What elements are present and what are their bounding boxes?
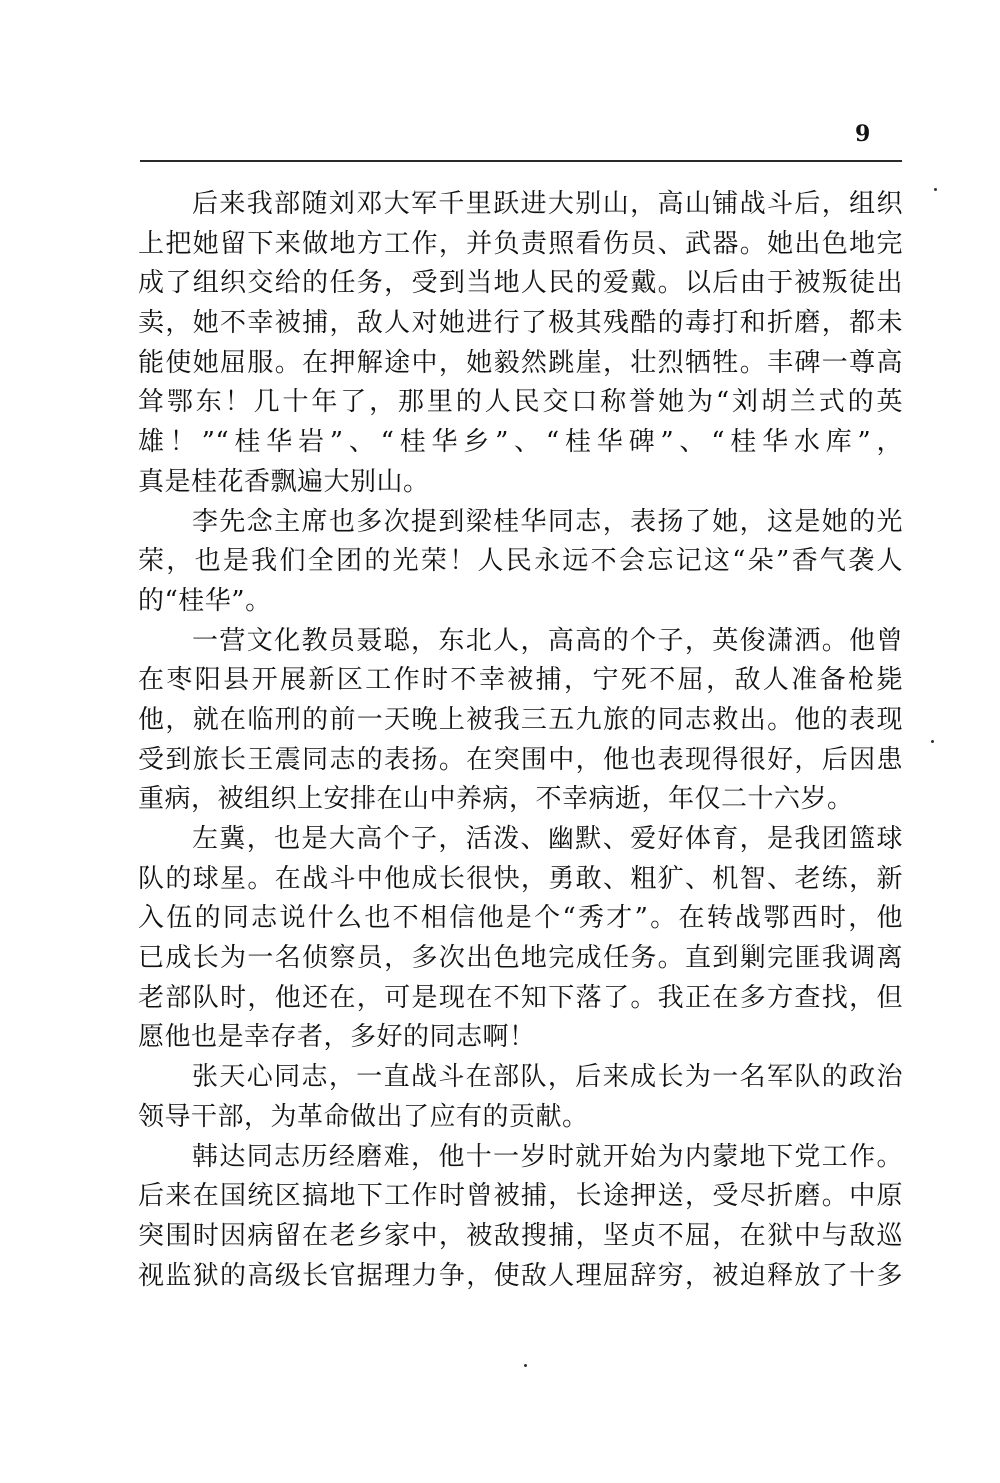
text-line: 视监狱的高级长官据理力争，使敌人理屈辞穷，被迫释放了十多 [138,1260,903,1291]
paragraph [138,1138,903,1297]
scan-speck [934,188,937,191]
text-line: 他，就在临刑的前一天晚上被我三五九旅的同志救出。他的表现 [138,704,903,735]
paragraph [138,820,903,1058]
text-line: 韩达同志历经磨难，他十一岁时就开始为内蒙地下党工作。 [192,1141,903,1172]
scan-speck [524,1364,527,1367]
paragraph [138,622,903,820]
text-line: 的“桂华”。 [138,585,272,616]
paragraph [138,185,903,503]
header-rule [140,160,902,162]
page-number: 9 [855,121,871,147]
text-line: 李先念主席也多次提到梁桂华同志，表扬了她，这是她的光 [192,506,903,537]
text-line: 雄！”“桂华岩”、“桂华乡”、“桂华碑”、“桂华水库”， [138,427,903,458]
text-line: 后来我部随刘邓大军千里跃进大别山，高山铺战斗后，组织 [192,189,903,219]
text-line: 已成长为一名侦察员，多次出色地完成任务。直到剿完匪我调离 [138,943,903,974]
text-line: 队的球星。在战斗中他成长很快，勇敢、粗犷、机智、老练，新 [138,863,903,894]
scan-speck [931,740,934,743]
body-text [138,185,903,1296]
paragraph [138,1058,903,1137]
text-line: 左冀，也是大高个子，活泼、幽默、爱好体育，是我团篮球 [192,824,903,854]
text-line: 成了组织交给的任务，受到当地人民的爱戴。以后由于被叛徒出 [138,268,903,299]
text-line: 能使她屈服。在押解途中，她毅然跳崖，壮烈牺牲。丰碑一尊高 [138,347,903,378]
text-line: 领导干部，为革命做出了应有的贡献。 [138,1101,589,1132]
text-line: 耸鄂东！几十年了，那里的人民交口称誉她为“刘胡兰式的英 [138,387,903,418]
text-line: 愿他也是幸存者，多好的同志啊！ [138,1022,536,1053]
text-line: 真是桂花香飘遍大别山。 [138,466,430,497]
text-line: 卖，她不幸被捕，敌人对她进行了极其残酷的毒打和折磨，都未 [138,308,903,339]
text-line: 受到旅长王震同志的表扬。在突围中，他也表现得很好，后因患 [138,744,903,775]
text-line: 入伍的同志说什么也不相信他是个“秀才”。在转战鄂西时，他 [138,903,903,934]
text-line: 后来在国统区搞地下工作时曾被捕，长途押送，受尽折磨。中原 [138,1181,903,1212]
text-line: 一营文化教员聂聪，东北人，高高的个子，英俊潇洒。他曾 [192,625,903,656]
text-line: 突围时因病留在老乡家中，被敌搜捕，坚贞不屈，在狱中与敌巡 [138,1220,903,1251]
text-line: 在枣阳县开展新区工作时不幸被捕，宁死不屈，敌人准备枪毙 [138,665,903,696]
text-line: 老部队时，他还在，可是现在不知下落了。我正在多方查找，但 [138,982,903,1013]
text-line: 重病，被组织上安排在山中养病，不幸病逝，年仅二十六岁。 [138,784,854,815]
text-line: 张天心同志，一直战斗在部队，后来成长为一名军队的政治 [192,1062,903,1093]
text-line: 上把她留下来做地方工作，并负责照看伤员、武器。她出色地完 [138,228,903,259]
text-line: 荣，也是我们全团的光荣！人民永远不会忘记这“朵”香气袭人 [138,546,903,577]
paragraph [138,503,903,622]
